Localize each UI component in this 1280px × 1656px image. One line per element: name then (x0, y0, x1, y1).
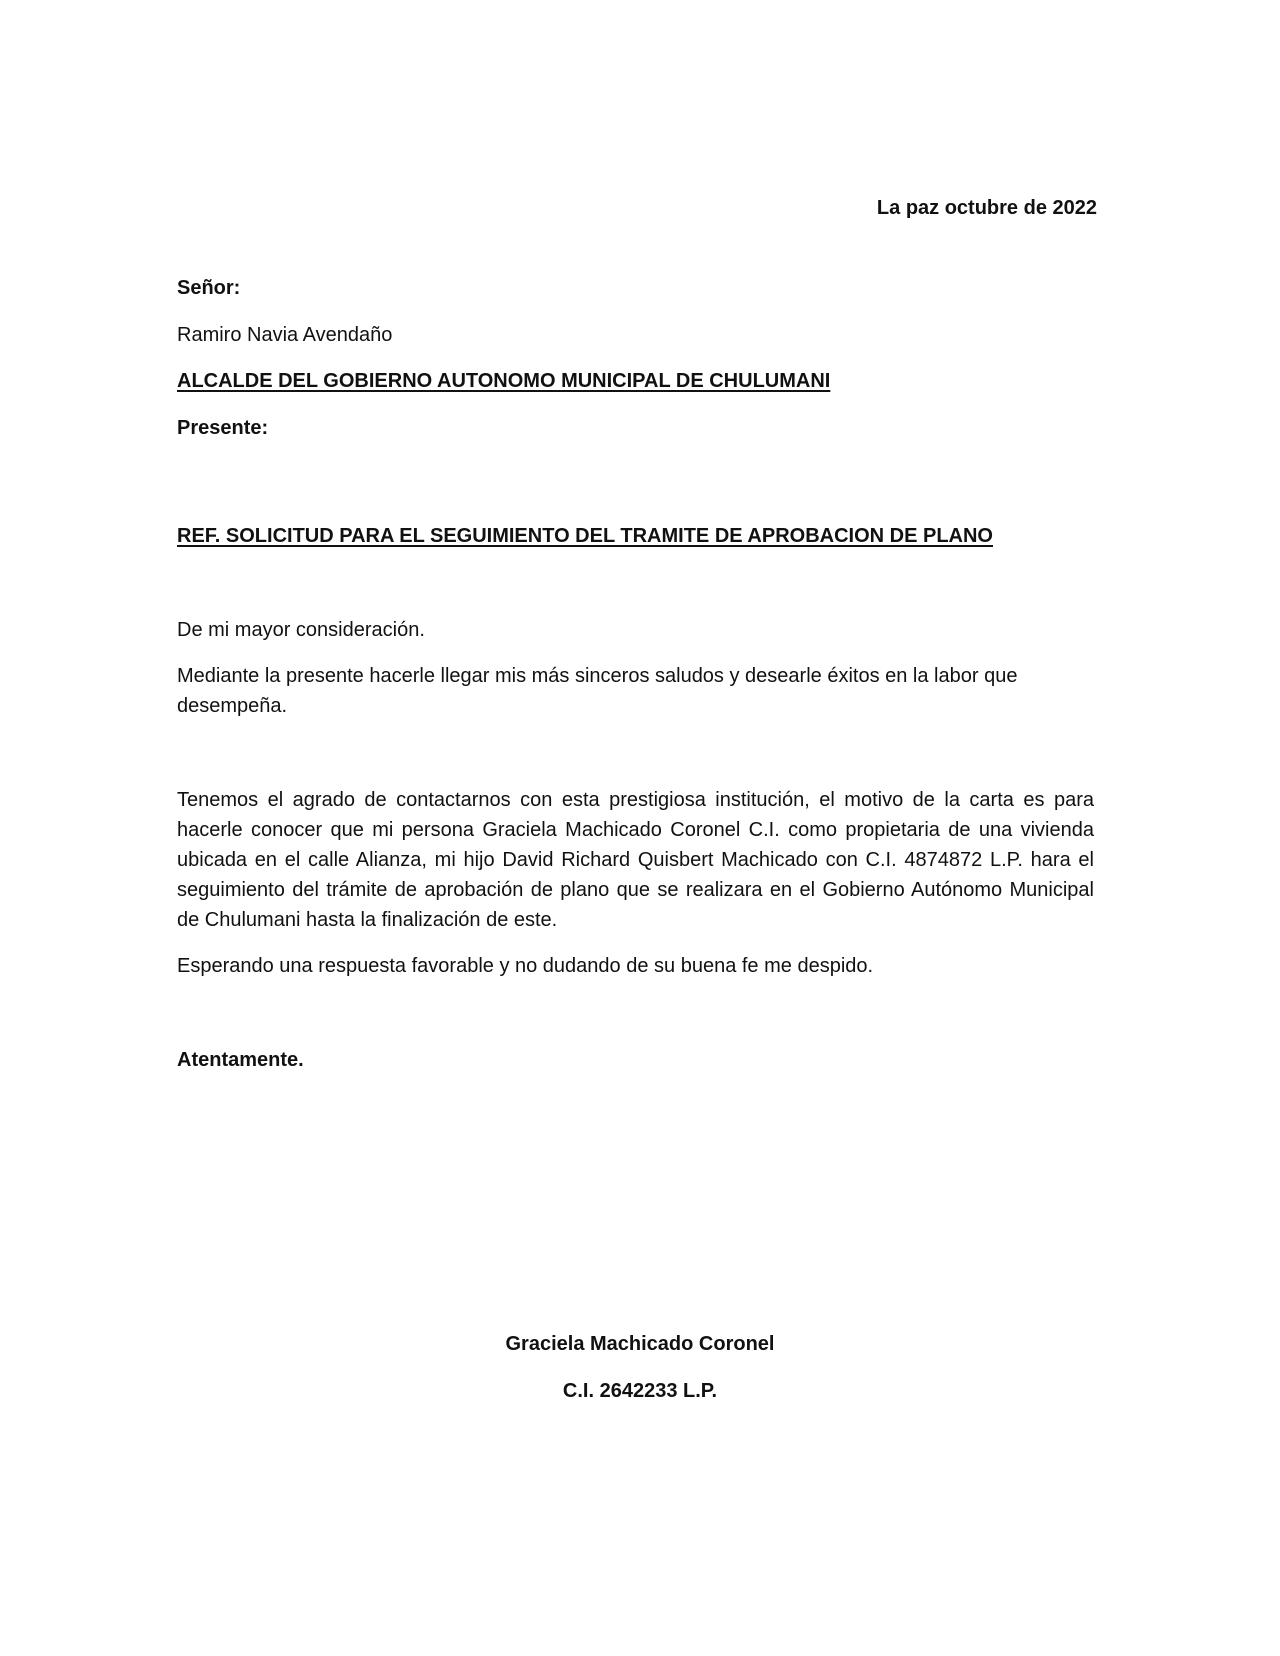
paragraph-1: Mediante la presente hacerle llegar mis más sinceros saludos y desearle éxitos en la labor que desempeña. (177, 665, 1018, 717)
salutation: Señor: (177, 277, 241, 299)
letter-date: La paz octubre de 2022 (876, 197, 1097, 219)
paragraph-2: Tenemos el agrado de contactarnos con esta prestigiosa institución, el motivo de la carta es para hacerle conocer que mi persona Graciela Machicado Coronel C.I. como propietaria de una vivienda ubicada en el calle Alianza, mi hijo David Richard Quisbert Machicado con C.I. 4874872 L.P. hara el seguimiento del trámite de aprobación de plano que se realizara en el Gobierno Autónomo Municipal de Chulumani hasta la finalización de este. (177, 789, 1094, 931)
presente-label: Presente: (177, 417, 269, 439)
greeting: De mi mayor consideración. (177, 619, 425, 641)
paragraph-3: Esperando una respuesta favorable y no dudando de su buena fe me despido. (177, 955, 874, 977)
closing: Atentamente. (177, 1049, 304, 1071)
signer-name: Graciela Machicado Coronel (505, 1333, 775, 1355)
signer-id: C.I. 2642233 L.P. (562, 1380, 718, 1402)
recipient-title: ALCALDE DEL GOBIERNO AUTONOMO MUNICIPAL DE CHULUMANI (177, 370, 831, 392)
recipient-name: Ramiro Navia Avendaño (177, 324, 393, 346)
reference-line: REF. SOLICITUD PARA EL SEGUIMIENTO DEL TRAMITE DE APROBACION DE PLANO (177, 525, 993, 547)
